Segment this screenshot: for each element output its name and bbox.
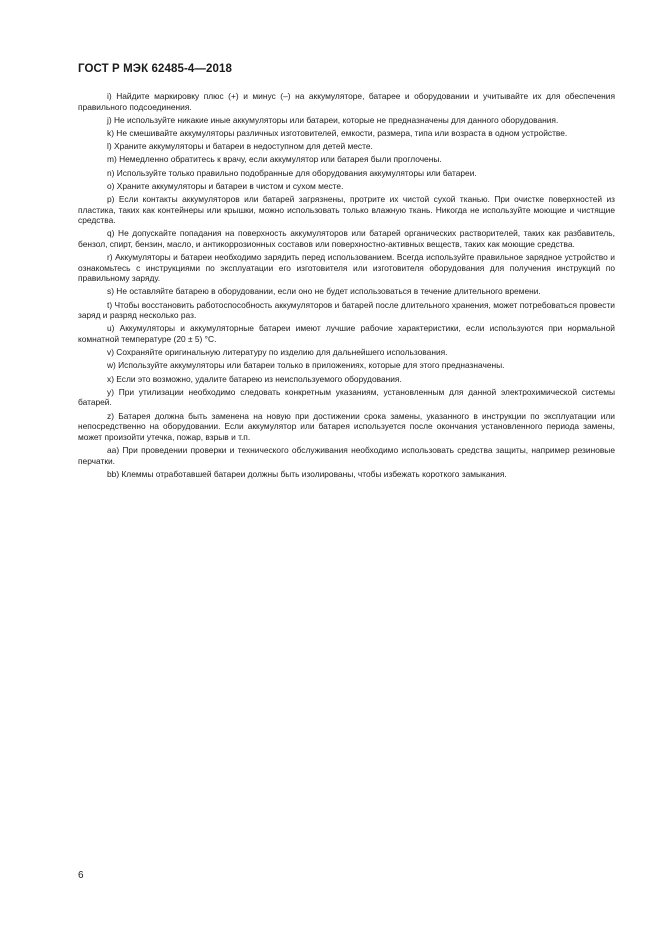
list-item-aa: aa) При проведении проверки и технического обслуживания необходимо использовать средства защиты, например резиновые перчатки. [78, 444, 615, 466]
list-item-t: t) Чтобы восстановить работоспособность аккумуляторов и батарей после длительного хранения, может потребоваться провести заряд и разряд несколько раз. [78, 299, 615, 321]
list-item-y: y) При утилизации необходимо следовать конкретным указаниям, установленным для данной электрохимической системы батарей. [78, 386, 615, 408]
list-item-n: n) Используйте только правильно подобранные для оборудования аккумуляторы или батареи. [107, 167, 477, 178]
list-item-i: i) Найдите маркировку плюс (+) и минус (–) на аккумуляторе, батарее и оборудовании и учитывайте их для обеспечения правильного подсоединения. [78, 91, 615, 112]
list-item-u: u) Аккумуляторы и аккумуляторные батареи имеют лучшие рабочие характеристики, если используются при нормальной комнатной температуре (20 ± 5) °С. [78, 323, 615, 344]
list-item-s: s) Не оставляйте батарею в оборудовании, если оно не будет использоваться в течение длительного времени. [107, 286, 541, 297]
list-item-bb: bb) Клеммы отработавшей батареи должны быть изолированы, чтобы избежать короткого замыкания. [107, 468, 507, 479]
list-item-x: x) Если это возможно, удалите батарею из неиспользуемого оборудования. [107, 373, 402, 384]
page-number: 6 [78, 870, 84, 881]
document-body [78, 91, 615, 482]
list-item-j: j) Не используйте никакие иные аккумуляторы или батареи, которые не предназначены для данного оборудования. [107, 114, 559, 125]
list-item-m: m) Немедленно обратитесь к врачу, если аккумулятор или батарея были проглочены. [107, 154, 442, 165]
list-item-o: o) Храните аккумуляторы и батареи в чистом и сухом месте. [107, 180, 344, 191]
list-item-p: p) Если контакты аккумуляторов или батарей загрязнены, протрите их чистой сухой тканью. При очистке поверхностей из пластика, таких как контейнеры или крышки, можно использовать только влажную ткань. Никогда не используйте моющие и чистящие средства. [78, 193, 615, 226]
list-item-q: q) Не допускайте попадания на поверхность аккумуляторов или батарей органических растворителей, таких как разбавитель, бензол, спирт, бензин, масло, и антикоррозионных составов или поверхностно-активных веществ, таких как моющие средства. [78, 228, 615, 249]
list-item-l: l) Храните аккумуляторы и батареи в недоступном для детей месте. [107, 141, 373, 152]
list-item-r: r) Аккумуляторы и батареи необходимо зарядить перед использованием. Всегда используйте правильное зарядное устройство и ознакомьтесь с инструкциями по эксплуатации его изготовителя или изготовителя оборудования для получения инструкций по правильному заряду. [78, 252, 615, 284]
list-item-v: v) Сохраняйте оригинальную литературу по изделию для дальнейшего использования. [107, 347, 448, 358]
list-item-w: w) Используйте аккумуляторы или батареи только в приложениях, которые для этого предназначены. [107, 360, 505, 371]
document-header: ГОСТ Р МЭК 62485-4—2018 [78, 63, 232, 75]
list-item-z: z) Батарея должна быть заменена на новую при достижении срока замены, указанного в инструкции по эксплуатации или непосредственно на оборудовании. Если аккумулятор или батарея используется после окончания установленного периода замены, может произойти утечка, пожар, взрыв и т.п. [78, 410, 615, 442]
list-item-k: k) Не смешивайте аккумуляторы различных изготовителей, емкости, размера, типа или возраста в одном устройстве. [107, 127, 568, 138]
